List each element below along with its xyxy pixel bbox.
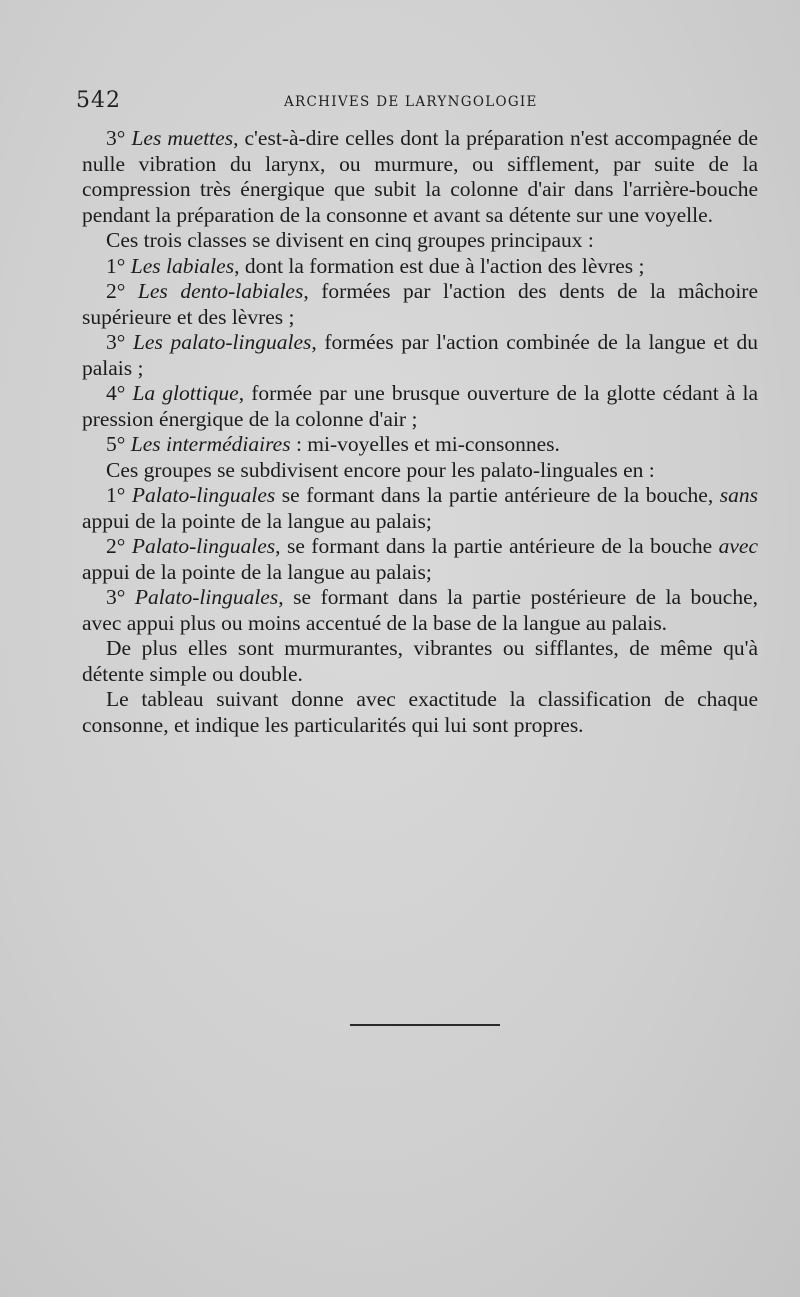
paragraph-text: , formées par l'action combinée de la langue et du palais ; <box>82 330 758 380</box>
emphasis-avec: avec <box>718 534 759 558</box>
paragraph-palato-anterior-avec <box>82 534 758 585</box>
paragraph-text: : mi-voyelles et mi-consonnes. <box>290 432 560 456</box>
paragraph-subdivisions-intro <box>82 458 758 484</box>
paragraph-labiales <box>82 254 758 280</box>
paragraph-glottique <box>82 381 758 432</box>
paragraph-text: Le tableau suivant donne avec exactitude la classification de chaque consonne, et indique les particularités qui lui sont propres. <box>82 687 758 737</box>
list-number: 3° <box>106 585 126 609</box>
page-number: 542 <box>76 88 121 113</box>
paragraph-text: appui de la pointe de la langue au palais; <box>82 508 432 533</box>
list-number: 3° <box>106 126 126 150</box>
term-labiales: Les labiales <box>130 253 235 278</box>
body-text <box>82 126 758 738</box>
page-header <box>76 88 756 118</box>
paragraph-palato-anterior-sans <box>82 483 758 534</box>
paragraph-dento-labiales <box>82 279 758 330</box>
term-palato-linguales: Palato-linguales <box>131 483 276 507</box>
running-head: ARCHIVES DE LARYNGOLOGIE <box>284 94 538 110</box>
term-palato-linguales: Palato-linguales <box>131 534 276 558</box>
paragraph-text: , c'est-à-dire celles dont la préparation n'est accompagnée de nulle vibration du larynx, ou murmure, ou sifflement, par suite de la compression très énergique que subit la colonne d'air dans l'arrière-bouche pendant la préparation de la consonne et avant sa détente sur une voyelle. <box>82 126 758 227</box>
paragraph-text: De plus elles sont murmurantes, vibrantes ou sifflantes, de même qu'à détente simple ou double. <box>82 636 758 686</box>
paragraph-intermediaires <box>82 432 758 458</box>
paragraph-classes-intro <box>82 228 758 254</box>
emphasis-sans: sans <box>719 483 759 507</box>
paragraph-text: , dont la formation est due à l'action des lèvres ; <box>234 253 645 278</box>
term-glottique: La glottique <box>132 381 239 405</box>
paragraph-text: , se formant dans la partie postérieure de la bouche, avec appui plus ou moins accentué de la base de la langue au palais. <box>82 585 758 635</box>
term-dento-labiales: Les dento-labiales <box>137 279 304 303</box>
paragraph-palato-posterior <box>82 585 758 636</box>
paragraph-text: , formée par une brusque ouverture de la glotte cédant à la pression énergique de la colonne d'air ; <box>82 381 758 431</box>
paragraph-text: , formées par l'action des dents de la mâchoire supérieure et des lèvres ; <box>82 279 758 329</box>
list-number: 2° <box>106 279 126 303</box>
list-number: 5° <box>106 432 126 456</box>
paragraph-text: Ces trois classes se divisent en cinq groupes principaux : <box>106 228 594 252</box>
list-number: 1° <box>106 483 126 507</box>
term-intermediaires: Les intermédiaires <box>130 432 291 456</box>
paragraph-text: appui de la pointe de la langue au palais; <box>82 559 432 584</box>
paragraph-palato-linguales <box>82 330 758 381</box>
term-muettes: Les muettes <box>131 126 234 150</box>
paragraph-muettes <box>82 126 758 228</box>
list-number: 3° <box>106 330 126 354</box>
section-divider-rule <box>350 1024 500 1026</box>
list-number: 1° <box>106 253 126 278</box>
paragraph-murmurantes <box>82 636 758 687</box>
paragraph-text: se formant dans la partie antérieure de la bouche, <box>275 483 720 507</box>
term-palato-linguales: Les palato-linguales <box>132 330 312 354</box>
list-number: 2° <box>106 534 126 558</box>
paragraph-text: Ces groupes se subdivisent encore pour les palato-linguales en : <box>106 457 655 482</box>
term-palato-linguales: Palato-linguales <box>134 585 279 609</box>
paragraph-tableau <box>82 687 758 738</box>
paragraph-text: , se formant dans la partie antérieure de la bouche <box>275 534 719 558</box>
list-number: 4° <box>106 381 126 405</box>
